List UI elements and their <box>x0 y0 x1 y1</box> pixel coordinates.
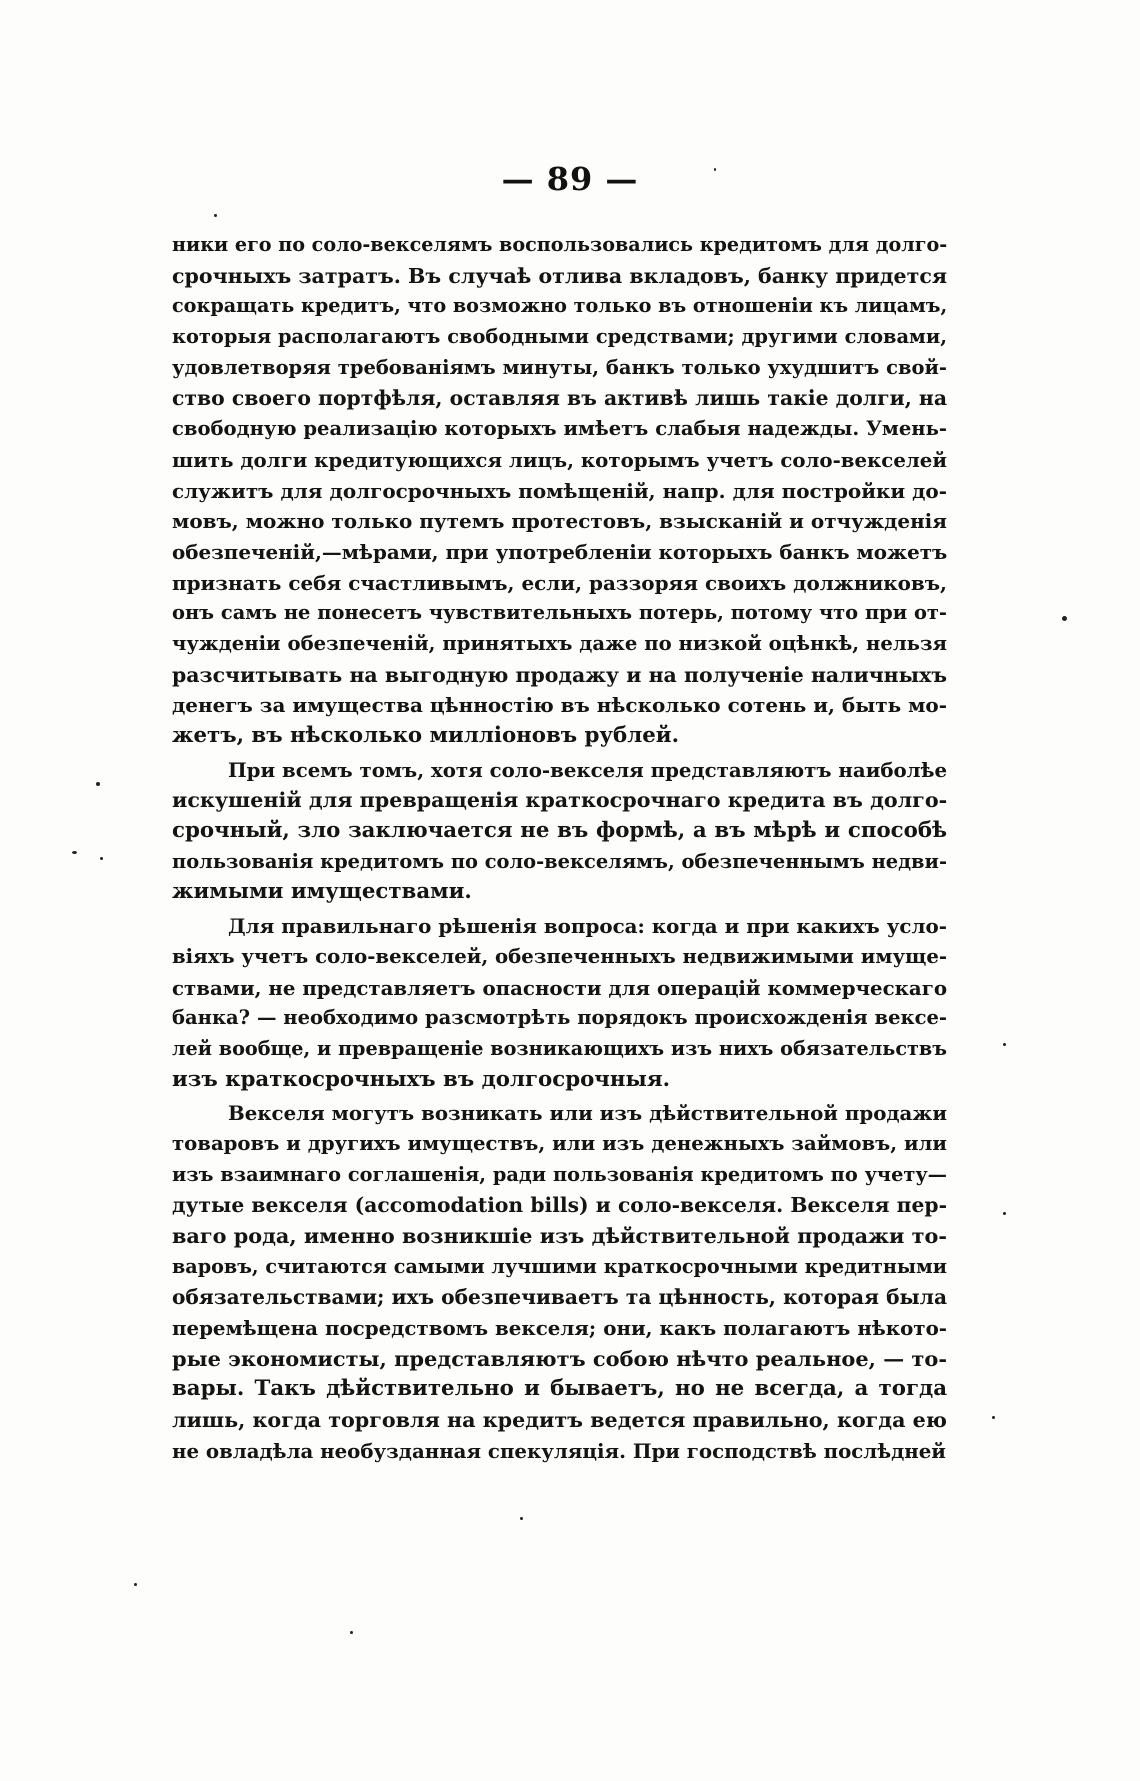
text-line: дутые векселя (accomodation bills) и соло-векселя. Векселя пер- <box>172 1193 947 1218</box>
scan-speck <box>714 168 716 171</box>
text-line: служитъ для долгосрочныхъ помѣщеній, напр. для постройки до- <box>172 478 947 503</box>
scan-speck <box>214 214 217 217</box>
text-line: изъ краткосрочныхъ въ долгосрочныя. <box>172 1066 670 1092</box>
paragraph <box>172 230 947 752</box>
paragraph <box>172 755 947 908</box>
text-line: разсчитывать на выгодную продажу и на полученіе наличныхъ <box>172 662 947 687</box>
text-line: не овладѣла необузданная спекуляція. При господствѣ послѣдней <box>172 1438 946 1463</box>
text-line: лей вообще, и превращеніе возникающихъ изъ нихъ обязательствъ <box>172 1036 947 1060</box>
text-line: пользованія кредитомъ по соло-векселямъ, обезпеченнымъ недви- <box>172 849 947 873</box>
text-line: срочный, зло заключается не въ формѣ, а въ мѣрѣ и способѣ <box>172 818 947 844</box>
text-line: товаровъ и другихъ имуществъ, или изъ денежныхъ займовъ, или <box>172 1131 947 1155</box>
scan-speck <box>72 851 77 854</box>
scan-speck <box>520 1517 523 1520</box>
text-line: шить долги кредитующихся лицъ, которымъ учетъ соло-векселей <box>172 447 947 472</box>
text-line: ство своего портфѣля, оставляя въ активѣ лишь такіе долги, на <box>172 386 947 411</box>
text-line: Для правильнаго рѣшенія вопроса: когда и при какихъ усло- <box>228 914 947 939</box>
scan-speck <box>992 1416 995 1419</box>
paragraph <box>172 1098 947 1466</box>
text-line: онъ самъ не понесетъ чувствительныхъ потерь, потому что при от- <box>172 601 947 625</box>
scan-speck <box>134 1583 137 1586</box>
scan-speck <box>100 857 103 860</box>
text-line: Векселя могутъ возникать или изъ дѣйствительной продажи <box>228 1101 947 1126</box>
text-line: сокращать кредитъ, что возможно только въ отношеніи къ лицамъ, <box>172 294 948 318</box>
text-line: обязательствами; ихъ обезпечиваетъ та цѣнность, которая была <box>172 1285 947 1310</box>
text-line: обезпеченій,—мѣрами, при употребленіи которыхъ банкъ можетъ <box>172 539 948 564</box>
scan-speck <box>350 1631 353 1634</box>
text-line: перемѣщена посредствомъ векселя; они, какъ полагаютъ нѣкото- <box>172 1316 947 1341</box>
text-line: удовлетворяя требованіямъ минуты, банкъ только ухудшитъ свой- <box>172 355 947 379</box>
text-line: вары. Такъ дѣйствительно и бываетъ, но не всегда, а тогда <box>172 1376 947 1402</box>
text-line: варовъ, считаются самыми лучшими краткосрочными кредитными <box>172 1254 947 1278</box>
scan-speck <box>1062 616 1067 621</box>
text-line: віяхъ учетъ соло-векселей, обезпеченныхъ недвижимыми имуще- <box>172 944 948 968</box>
body-text <box>172 230 947 1470</box>
text-line: изъ взаимнаго соглашенія, ради пользованія кредитомъ по учету— <box>172 1162 947 1186</box>
text-line: свободную реализацію которыхъ имѣетъ слабыя надежды. Умень- <box>172 417 947 441</box>
text-line: ники его по соло-векселямъ воспользовались кредитомъ для долго- <box>172 233 948 256</box>
text-line: рые экономисты, представляютъ собою нѣчто реальное, — то- <box>172 1345 947 1371</box>
text-line: жетъ, въ нѣсколько милліоновъ рублей. <box>172 723 680 748</box>
text-line: жимыми имуществами. <box>172 879 472 905</box>
text-line: ствами, не представляетъ опасности для операцій коммерческаго <box>172 975 947 1000</box>
page-number: — 89 — <box>501 160 639 198</box>
text-line: мовъ, можно только путемъ протестовъ, взысканій и отчужденія <box>172 509 948 534</box>
paragraph <box>172 911 947 1095</box>
text-line: лишь, когда торговля на кредитъ ведется правильно, когда ею <box>172 1408 947 1433</box>
text-line: которыя располагаютъ свободными средствами; другими словами, <box>172 325 947 349</box>
text-line: При всемъ томъ, хотя соло-векселя представляютъ наиболѣе <box>228 757 948 782</box>
scan-speck <box>1003 1043 1006 1046</box>
text-line: денегъ за имущества цѣнностію въ нѣсколько сотень и, быть мо- <box>172 693 947 718</box>
scan-speck <box>1003 1212 1006 1215</box>
text-line: чужденіи обезпеченій, принятыхъ даже по низкой оцѣнкѣ, нельзя <box>172 631 947 655</box>
text-line: банка? — необходимо разсмотрѣть порядокъ происхожденія вексе- <box>172 1006 947 1030</box>
text-line: искушеній для превращенія краткосрочнаго кредита въ долго- <box>172 788 948 813</box>
text-line: признать себя счастливымъ, если, раззоряя своихъ должниковъ, <box>172 570 947 595</box>
text-line: ваго рода, именно возникшіе изъ дѣйствительной продажи то- <box>172 1224 947 1248</box>
text-line: срочныхъ затратъ. Въ случаѣ отлива вкладовъ, банку придется <box>172 263 948 288</box>
scan-speck <box>96 782 100 786</box>
